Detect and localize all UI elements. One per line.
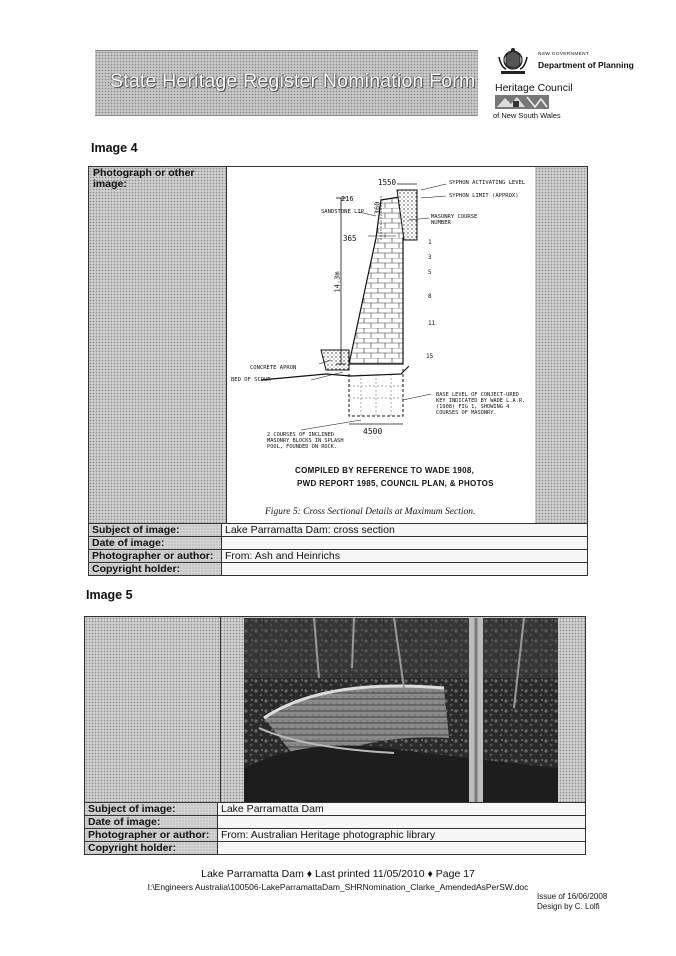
- gov-label: NSW GOVERNMENT: [538, 52, 590, 57]
- image4-details-table: [88, 523, 588, 576]
- compiled-note-line2: PWD REPORT 1985, COUNCIL PLAN, & PHOTOS: [297, 479, 494, 488]
- dim-top: 1550: [378, 178, 397, 187]
- figure-caption: Figure 5: Cross Sectional Details at Maximum Section.: [265, 507, 476, 517]
- label-masonry-course: MASONRY COURSE NUMBER: [431, 214, 478, 226]
- row-label: Subject of image:: [85, 803, 218, 816]
- table-row: [89, 524, 588, 537]
- row-value: [222, 563, 588, 576]
- footer-page-info: Lake Parramatta Dam ♦ Last printed 11/05/2010 ♦ Page 17: [201, 868, 475, 880]
- table-row: [85, 842, 586, 855]
- row-value: Lake Parramatta Dam: cross section: [222, 524, 588, 537]
- dim-216: 216: [341, 195, 354, 203]
- row-value: From: Australian Heritage photographic library: [218, 829, 586, 842]
- course-number: 11: [428, 320, 436, 327]
- image5-heading: Image 5: [86, 588, 133, 602]
- row-value: [222, 537, 588, 550]
- department-label: Department of Planning: [538, 60, 634, 70]
- course-number: 1: [428, 239, 432, 246]
- dam-photograph: [244, 618, 558, 802]
- table-row: [85, 816, 586, 829]
- label-sandstone-lip: SANDSTONE LIP: [321, 209, 365, 215]
- row-label: Date of image:: [89, 537, 222, 550]
- row-value: [218, 816, 586, 829]
- course-number: 3: [428, 254, 432, 261]
- label-base-level: BASE LEVEL OF CONJECT-URED KEY INDICATED BY WADE L.A.R. (1908) FIG 1, SHOWING 4 COURSES OF MASONRY.: [436, 392, 526, 416]
- table-row: [85, 829, 586, 842]
- footer-issue: [537, 892, 607, 912]
- issue-date: Issue of 16/06/2008: [537, 892, 608, 901]
- heritage-council-subtitle: of New South Wales: [493, 111, 561, 120]
- row-label: Photographer or author:: [85, 829, 218, 842]
- row-label: Copyright holder:: [89, 563, 222, 576]
- footer-file-path: I:\Engineers Australia\100506-LakeParramattaDam_SHRNomination_Clarke_AmendedAsPerSW.doc: [147, 882, 529, 892]
- heritage-council-logo: [495, 95, 549, 109]
- image4-heading: Image 4: [91, 141, 138, 155]
- course-number: 5: [428, 269, 432, 276]
- row-label: Date of image:: [85, 816, 218, 829]
- dim-base: 4500: [363, 427, 383, 436]
- image4-label-cell: [89, 167, 227, 524]
- dim-height: 14.3m: [333, 271, 342, 293]
- row-label: Copyright holder:: [85, 842, 218, 855]
- table-row: [89, 550, 588, 563]
- form-title: State Heritage Register Nomination Form: [110, 70, 476, 92]
- row-value: From: Ash and Heinrichs: [222, 550, 588, 563]
- concrete-apron: [321, 350, 349, 370]
- row-value: [218, 842, 586, 855]
- image5-details-table: [84, 802, 586, 855]
- row-label: Subject of image:: [89, 524, 222, 537]
- dim-365: 365: [343, 234, 357, 243]
- nsw-crest-logo: [496, 47, 530, 77]
- table-row: [85, 803, 586, 816]
- row-value: Lake Parramatta Dam: [218, 803, 586, 816]
- dam-wall: [349, 196, 407, 364]
- label-bed-of-scour: BED OF SCOUR: [231, 377, 271, 383]
- row-label: Photographer or author:: [89, 550, 222, 563]
- label-syphon-limit: SYPHON LIMIT (APPROX): [449, 193, 519, 199]
- image4-right-margin: [535, 167, 587, 524]
- label-inclined-courses: 2 COURSES OF INCLINED MASONRY BLOCKS IN SPLASH POOL, FOUNDED ON ROCK.: [267, 432, 344, 450]
- label-concrete-apron: CONCRETE APRON: [250, 365, 297, 371]
- image4-photo-label: Photograph or other image:: [93, 167, 195, 190]
- table-row: [89, 563, 588, 576]
- compiled-note-line1: COMPILED BY REFERENCE TO WADE 1908,: [295, 466, 475, 475]
- course-number: 8: [428, 293, 432, 300]
- heritage-council-title: Heritage Council: [495, 82, 573, 94]
- design-credit: Design by C. Lolfi: [537, 902, 600, 911]
- table-row: [89, 537, 588, 550]
- cross-section-figure: [231, 168, 534, 523]
- course-number: 15: [426, 353, 434, 360]
- label-syphon-activating: SYPHON ACTIVATING LEVEL: [449, 180, 526, 186]
- dim-360: 360: [373, 201, 382, 215]
